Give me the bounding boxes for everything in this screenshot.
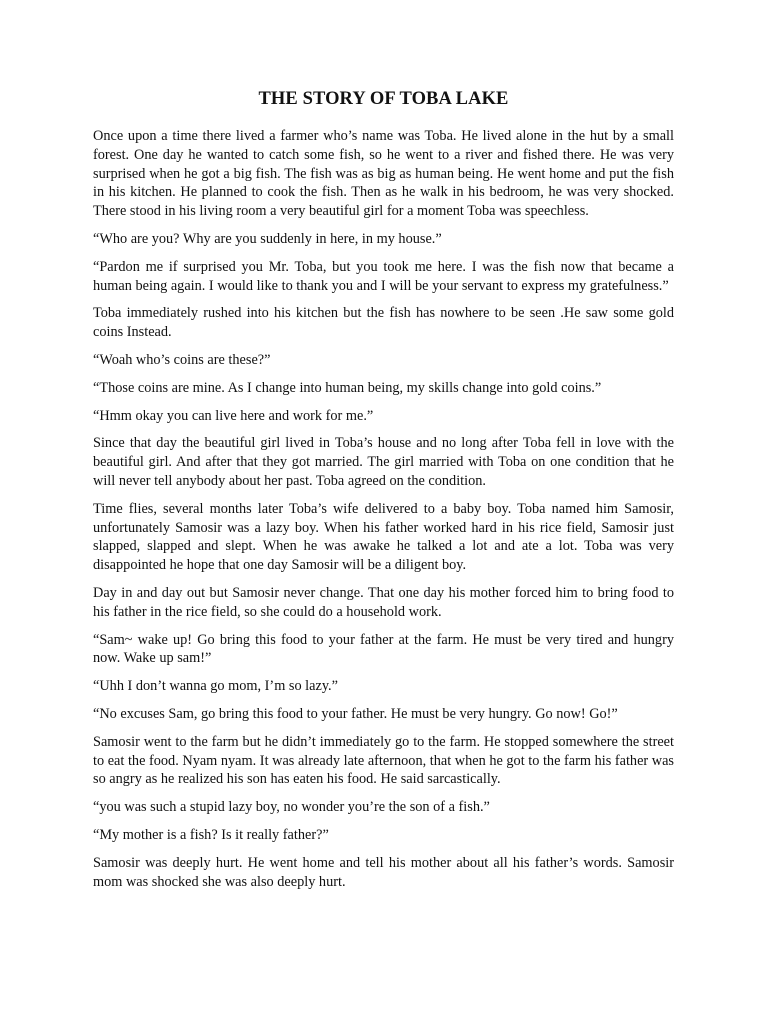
paragraph: “Sam~ wake up! Go bring this food to your father at the farm. He must be very tired and hungry now. Wake up sam!” bbox=[93, 631, 674, 667]
paragraph: Samosir went to the farm but he didn’t immediately go to the farm. He stopped somewhere the street to eat the food. Nyam nyam. It was already late afternoon, that when he got to the farm his father was so angry as he realized his son has eaten his food. He said sarcastically. bbox=[93, 733, 674, 788]
document-title: THE STORY OF TOBA LAKE bbox=[258, 89, 509, 109]
paragraph: Since that day the beautiful girl lived in Toba’s house and no long after Toba fell in love with the beautiful girl. And after that they got married. The girl married with Toba on one condition that he will never tell anybody about her past. Toba agreed on the condition. bbox=[93, 435, 674, 489]
paragraph: “My mother is a fish? Is it really father?” bbox=[93, 826, 329, 843]
paragraph: “Uhh I don’t wanna go mom, I’m so lazy.” bbox=[93, 678, 338, 695]
paragraph: “Who are you? Why are you suddenly in here, in my house.” bbox=[93, 230, 442, 247]
paragraph: “Woah who’s coins are these?” bbox=[93, 351, 271, 368]
paragraph: Toba immediately rushed into his kitchen but the fish has nowhere to be seen .He saw some gold coins Instead. bbox=[93, 305, 674, 341]
document-page bbox=[93, 88, 674, 900]
paragraph: “Pardon me if surprised you Mr. Toba, but you took me here. I was the fish now that became a human being again. I would like to thank you and I will be your servant to express my gratefulness.” bbox=[93, 258, 674, 294]
paragraph: “Those coins are mine. As I change into human being, my skills change into gold coins.” bbox=[93, 379, 602, 396]
paragraph: “No excuses Sam, go bring this food to your father. He must be very hungry. Go now! Go!” bbox=[93, 705, 618, 722]
paragraph: “you was such a stupid lazy boy, no wonder you’re the son of a fish.” bbox=[93, 799, 490, 816]
paragraph: Once upon a time there lived a farmer who’s name was Toba. He lived alone in the hut by a small forest. One day he wanted to catch some fish, so he went to a river and fished there. He was very surprised when he got a big fish. The fish was as big as human being. He went home and put the fish in his kitchen. He planned to cook the fish. Then as he walk in his bedroom, he was very shocked. There stood in his living room a very beautiful girl for a moment Toba was speechless. bbox=[93, 128, 674, 220]
paragraph: Time flies, several months later Toba’s wife delivered to a baby boy. Toba named him Samosir, unfortunately Samosir was a lazy boy. When his father worked hard in his rice field, Samosir just slapped, slapped and slept. When he was awake he talked a lot and ate a lot. Toba was very disappointed he hope that one day Samosir will be a diligent boy. bbox=[93, 500, 674, 574]
story-body bbox=[93, 127, 674, 891]
paragraph: “Hmm okay you can live here and work for me.” bbox=[93, 407, 374, 424]
paragraph: Day in and day out but Samosir never change. That one day his mother forced him to bring food to his father in the rice field, so she could do a household work. bbox=[93, 584, 674, 620]
paragraph: Samosir was deeply hurt. He went home and tell his mother about all his father’s words. Samosir mom was shocked she was also deeply hurt. bbox=[93, 854, 674, 890]
